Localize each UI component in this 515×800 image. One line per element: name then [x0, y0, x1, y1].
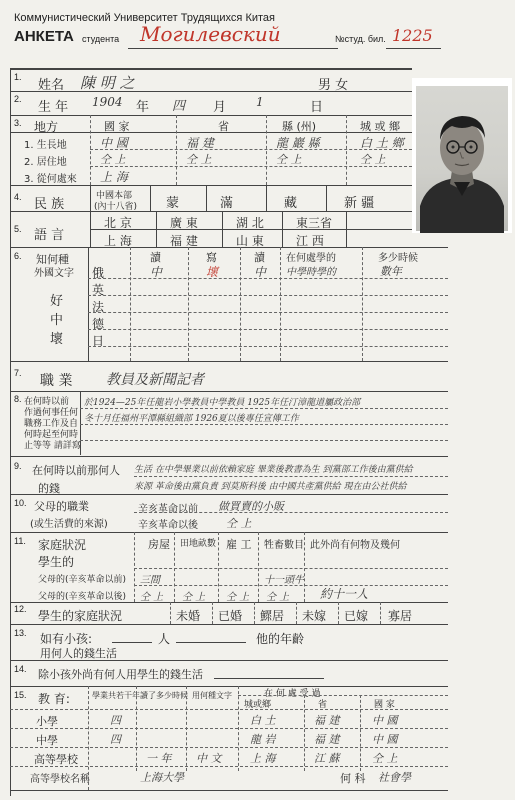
row3-sub3: 3. 從何處來	[24, 174, 77, 185]
row6-sub-line	[88, 278, 448, 279]
row11-col-line	[218, 532, 219, 602]
row6-col-line	[88, 247, 89, 361]
row3-v2-city: 仝 上	[360, 153, 386, 166]
row6-lang-french: 法	[92, 300, 105, 314]
row5-a4: 東三省	[296, 216, 333, 230]
card-number-underline	[386, 48, 441, 49]
row-divider	[10, 456, 448, 457]
row11-h-other: 此外尚有何物及幾何	[310, 540, 400, 551]
row15-h-province: 省	[318, 700, 328, 710]
row8-number: 8.	[14, 394, 22, 404]
row12-status-married: 已婚	[218, 609, 243, 623]
row11-b-other: 約十一人	[320, 587, 369, 601]
form-bottom-border	[10, 790, 448, 791]
row6-col-line	[188, 247, 189, 361]
row5-col-line	[90, 211, 91, 247]
row3-number: 3.	[14, 118, 22, 128]
card-label: №студ. бил.	[335, 34, 386, 44]
row15-e1-prov: 福 建	[314, 714, 340, 727]
row1-name: 陳 明 之	[80, 74, 135, 92]
row6-label1: 知何種	[36, 253, 69, 266]
row3-v1-province: 福 建	[186, 136, 214, 150]
row9-label2: 的錢	[38, 482, 60, 495]
row6-mid: 中	[50, 313, 64, 328]
row13-number: 13.	[14, 628, 27, 638]
row12-label: 學生的家庭狀況	[38, 609, 123, 623]
row4-china: 中國本部	[96, 191, 133, 201]
row3-label: 地方	[34, 120, 59, 134]
row4-col-line	[206, 185, 207, 211]
row11-number: 11.	[14, 536, 26, 546]
row3-v1-country: 中 國	[100, 136, 128, 150]
row15-e1-years: 四	[110, 714, 121, 727]
row-divider	[10, 532, 448, 533]
row1-label: 姓名	[38, 78, 65, 93]
row15-level-primary: 小學	[36, 715, 58, 728]
row6-h-speak: 讀	[254, 251, 265, 264]
row2-label: 生 年	[38, 100, 69, 115]
row15-e3-lang: 中 文	[196, 752, 222, 765]
row12-status-widow: 寡居	[388, 609, 413, 623]
row8-label-line: 何時起至何時	[24, 430, 79, 440]
row4-tibet: 藏	[284, 196, 298, 211]
row14-number: 14.	[14, 664, 27, 674]
row13-person: 人	[158, 632, 171, 646]
row5-b3: 山 東	[236, 234, 264, 248]
row6-label2: 外國文字	[34, 268, 74, 279]
row1-number: 1.	[14, 72, 22, 82]
row11-h-cattle: 牲畜數目	[264, 540, 304, 551]
row7-number: 7.	[14, 368, 22, 378]
row6-number: 6.	[14, 251, 22, 261]
row9-line1: 生活 在中學畢業以前依賴家庭 畢業後教書為生 到黨部工作後由黨供給	[134, 465, 413, 475]
row6-en-where: 中學時學的	[286, 267, 336, 278]
university-title: Коммунистический Университет Трудящихся Китая	[14, 12, 275, 24]
row5-a1: 北 京	[104, 216, 132, 230]
row6-h-read: 讀	[150, 251, 161, 264]
row3-v1-county: 龍 巖 縣	[276, 136, 320, 150]
row12-status-widower: 鰥居	[260, 609, 285, 623]
row15-h-lang: 用何種文字	[192, 691, 232, 700]
row15-header-sub-line	[238, 695, 448, 696]
row6-col-line	[362, 247, 363, 361]
row11-h-land: 田地畝數	[180, 539, 217, 549]
row-divider	[10, 211, 412, 212]
row8-sub-line	[80, 440, 448, 441]
row15-number: 15.	[14, 690, 27, 700]
row15-e3-prov: 江 蘇	[314, 752, 340, 765]
row15-label: 教 育:	[38, 692, 70, 706]
row2-month-unit: 月	[213, 100, 227, 115]
row10-after-label: 辛亥革命以後	[138, 520, 198, 531]
row5-col-line	[282, 211, 283, 247]
row6-lang-russian: 俄	[92, 266, 105, 280]
row-divider	[10, 494, 448, 495]
row10-sub-line	[134, 512, 448, 513]
row15-e4-dept-value: 社會學	[378, 771, 411, 784]
student-name: Могилевский	[140, 22, 281, 46]
row12-col-line	[170, 602, 171, 624]
row11-sub-line	[134, 568, 448, 569]
row9-number: 9.	[14, 461, 22, 471]
row4-col-line	[326, 185, 327, 211]
row4-col-line	[266, 185, 267, 211]
row3-sub-line	[90, 166, 412, 167]
row11-col-line	[134, 532, 135, 602]
row15-e1-city: 白 土	[250, 714, 276, 727]
row15-e3-country: 仝 上	[372, 752, 398, 765]
row9-sub-line	[134, 476, 448, 477]
row13-label2: 用何人的錢生活	[40, 647, 117, 660]
row11-col-line	[174, 532, 175, 602]
row12-number: 12.	[14, 604, 27, 614]
row15-e4-name: 上海大學	[140, 771, 184, 784]
row4-number: 4.	[14, 192, 22, 202]
row6-lang-english: 英	[92, 283, 105, 297]
row15-e2-country: 中 國	[372, 733, 398, 746]
row12-col-line	[296, 602, 297, 624]
row3-col-line	[346, 115, 347, 185]
row15-e3-city: 上 海	[250, 752, 276, 765]
row3-col-line	[266, 115, 267, 185]
row3-sub1: 1. 生長地	[24, 140, 67, 151]
row6-good: 好	[50, 294, 64, 309]
row13-age-blank	[176, 642, 246, 643]
row3-v1-city: 白 土 鄉	[360, 136, 404, 150]
row3-v2-country: 仝 上	[100, 153, 126, 166]
row3-col-city: 城 或 鄉	[360, 120, 400, 133]
row2-year-unit: 年	[136, 100, 150, 115]
row10-before-label: 辛亥革命以前	[138, 504, 198, 515]
row8-line2: 冬十月任福州平潭縣組織部 1926夏以後專任宣傳工作	[84, 414, 299, 424]
row6-en-write: 壞	[206, 265, 219, 279]
row7-label: 職 業	[40, 373, 73, 389]
row11-b-land: 仝 上	[182, 592, 206, 603]
row15-h-country: 國 家	[374, 700, 395, 710]
row15-e2-prov: 福 建	[314, 733, 340, 746]
row15-col-line	[88, 686, 89, 790]
row15-sub-line	[10, 728, 448, 729]
row15-sub-line	[10, 747, 448, 748]
row8-line1: 於1924—25年任龍岩小學教員中學教員 1925年任汀漳龍道屬政治部	[84, 398, 361, 408]
row3-sub2: 2. 居住地	[24, 157, 67, 168]
row11-b-hire: 仝 上	[226, 592, 250, 603]
row15-level-higher-name: 高等學校名稱	[30, 774, 90, 785]
row12-status-wed: 已嫁	[344, 609, 369, 623]
row11-sub-line	[134, 585, 448, 586]
row15-e2-years: 四	[110, 733, 121, 746]
row10-label2: (或生活費的來源)	[30, 519, 108, 530]
row5-col-line	[156, 211, 157, 247]
row-divider	[10, 391, 448, 392]
row15-col-line	[304, 695, 305, 771]
card-number: 1225	[392, 26, 433, 45]
row6-lang-japanese: 日	[92, 334, 105, 348]
row15-e1-country: 中 國	[372, 714, 398, 727]
row6-en-speak: 中	[254, 265, 267, 279]
row3-col-country: 國 家	[104, 120, 130, 133]
row15-level-middle: 中學	[36, 734, 58, 747]
row3-v3-city: 上 海	[100, 170, 128, 184]
row4-manchu: 滿	[220, 196, 234, 211]
row15-sub-line	[10, 709, 448, 710]
row10-label1: 父母的職業	[34, 500, 89, 513]
row6-en-time: 數年	[380, 265, 402, 278]
row4-xinjiang: 新 疆	[344, 196, 375, 211]
row3-v2-county: 仝 上	[276, 153, 302, 166]
row11-b-house: 仝 上	[140, 592, 164, 603]
row5-number: 5.	[14, 224, 22, 234]
row15-h-years: 學業共若干年	[92, 691, 140, 700]
row4-provinces: (內十八省)	[94, 202, 138, 212]
row4-label: 民 族	[34, 197, 65, 212]
row8-sub-line	[80, 424, 448, 425]
row11-label1: 家庭狀況	[38, 538, 87, 552]
row12-col-line	[338, 602, 339, 624]
row11-row-a: 父母的(辛亥革命以前)	[38, 575, 127, 585]
row11-a-cattle: 十一頭牛	[264, 575, 304, 586]
row6-lang-german: 德	[92, 317, 105, 331]
row12-col-line	[212, 602, 213, 624]
row3-col-line	[90, 115, 91, 185]
row6-col-line	[130, 247, 131, 361]
row9-line2: 來源 革命後由黨負責 到莫斯科後 由中國共產黨供給 現在由公社供給	[134, 482, 407, 492]
row15-h-where: 在 何 處 受 過	[264, 689, 321, 699]
row2-day-unit: 日	[310, 100, 324, 115]
row5-a2: 廣 東	[170, 216, 198, 230]
row6-bad: 壞	[50, 332, 64, 347]
row-divider	[10, 660, 448, 661]
row10-number: 10.	[14, 498, 27, 508]
row-divider	[10, 686, 448, 687]
row5-b1: 上 海	[104, 234, 132, 248]
row5-a3: 湖 北	[236, 216, 264, 230]
row-divider	[10, 91, 412, 92]
row6-sub-line	[88, 295, 448, 296]
row5-mid-line	[90, 229, 412, 230]
row1-sex: 男 女	[318, 78, 349, 93]
row-divider	[10, 185, 412, 186]
row3-sub-line	[90, 149, 412, 150]
row6-en-read: 中	[150, 265, 163, 279]
row12-col-line	[380, 602, 381, 624]
row15-h-city: 城或鄉	[244, 700, 272, 710]
row5-label: 語 言	[34, 228, 65, 243]
row15-col-line	[360, 695, 361, 771]
row11-b-cattle: 仝 上	[266, 592, 290, 603]
row8-label-line: 職務工作及自	[24, 419, 79, 429]
row11-a-house: 三間	[140, 575, 160, 586]
row4-col-line	[90, 185, 91, 211]
row-divider	[10, 624, 448, 625]
row8-label-line: 止等等 請詳寫	[24, 441, 81, 451]
row11-h-hire: 雇 工	[226, 538, 252, 551]
row13-age: 他的年齡	[256, 632, 305, 646]
row9-label1: 在何時以前那何人	[32, 464, 120, 477]
row6-sub-line	[88, 329, 448, 330]
row6-h-where: 在何處學的	[286, 253, 336, 264]
row5-col-line	[222, 211, 223, 247]
row8-label-line: 作過何事任何	[24, 408, 79, 418]
row15-sub-line	[10, 766, 448, 767]
row13-person-blank	[112, 642, 152, 643]
row2-year: 1904	[92, 95, 123, 109]
row6-sub-line	[88, 312, 448, 313]
row11-col-line	[304, 532, 305, 602]
row14-blank	[214, 678, 324, 679]
row15-h-time: 讀了多少時候	[140, 691, 188, 700]
row15-e4-dept-label: 何 科	[340, 772, 366, 785]
row3-v2-province: 仝 上	[186, 153, 212, 166]
row-divider	[10, 361, 448, 362]
row10-before-value: 做買賣的小販	[218, 500, 284, 513]
student-photo	[412, 78, 512, 233]
row3-col-province: 省	[218, 120, 229, 133]
row6-col-line	[240, 247, 241, 361]
row-divider	[10, 602, 448, 603]
form-top-border	[10, 68, 412, 70]
row12-status-single: 未婚	[176, 609, 201, 623]
student-portrait-image	[412, 78, 512, 233]
row5-b4: 江 西	[296, 234, 324, 248]
row11-row-b: 父母的(辛亥革命以後)	[38, 592, 127, 602]
row6-h-write: 寫	[206, 251, 217, 264]
row2-day-value: 1	[256, 95, 264, 109]
row11-h-house: 房屋	[148, 538, 170, 551]
row4-mongol: 蒙	[166, 196, 180, 211]
student-name-underline	[128, 48, 338, 49]
row8-label-line: 在何時以前	[24, 397, 70, 407]
student-label: студента	[82, 34, 120, 44]
row3-header-line	[10, 132, 412, 133]
row6-h-time: 多少時候	[378, 253, 418, 264]
row11-label2: 學生的	[38, 555, 75, 569]
row12-col-line	[254, 602, 255, 624]
row-divider	[10, 115, 412, 116]
row14-label: 除小孩外尚有何人用學生的錢生活	[38, 668, 203, 681]
row13-label: 如有小孩:	[40, 632, 93, 646]
row3-col-line	[176, 115, 177, 185]
row15-e3-time: 一 年	[146, 752, 172, 765]
row12-status-unwed: 未嫁	[302, 609, 327, 623]
row15-level-higher: 高等學校	[34, 753, 78, 766]
row6-col-line	[280, 247, 281, 361]
row4-col-line	[150, 185, 151, 211]
row3-col-county: 縣 (州)	[282, 120, 317, 133]
row11-col-line	[258, 532, 259, 602]
row-divider	[10, 247, 448, 248]
row5-b2: 福 建	[170, 234, 198, 248]
row5-col-line	[346, 211, 347, 247]
row8-sub-line	[80, 408, 448, 409]
row2-month-value: 四	[172, 99, 186, 114]
row10-after-value: 仝 上	[226, 517, 252, 530]
row6-sub-line	[88, 346, 448, 347]
row15-e2-city: 龍 岩	[250, 733, 276, 746]
row7-value: 教員及新聞記者	[106, 372, 204, 388]
row2-number: 2.	[14, 94, 22, 104]
form-title: АНКЕТА	[14, 28, 74, 45]
row8-col-line	[80, 391, 81, 455]
